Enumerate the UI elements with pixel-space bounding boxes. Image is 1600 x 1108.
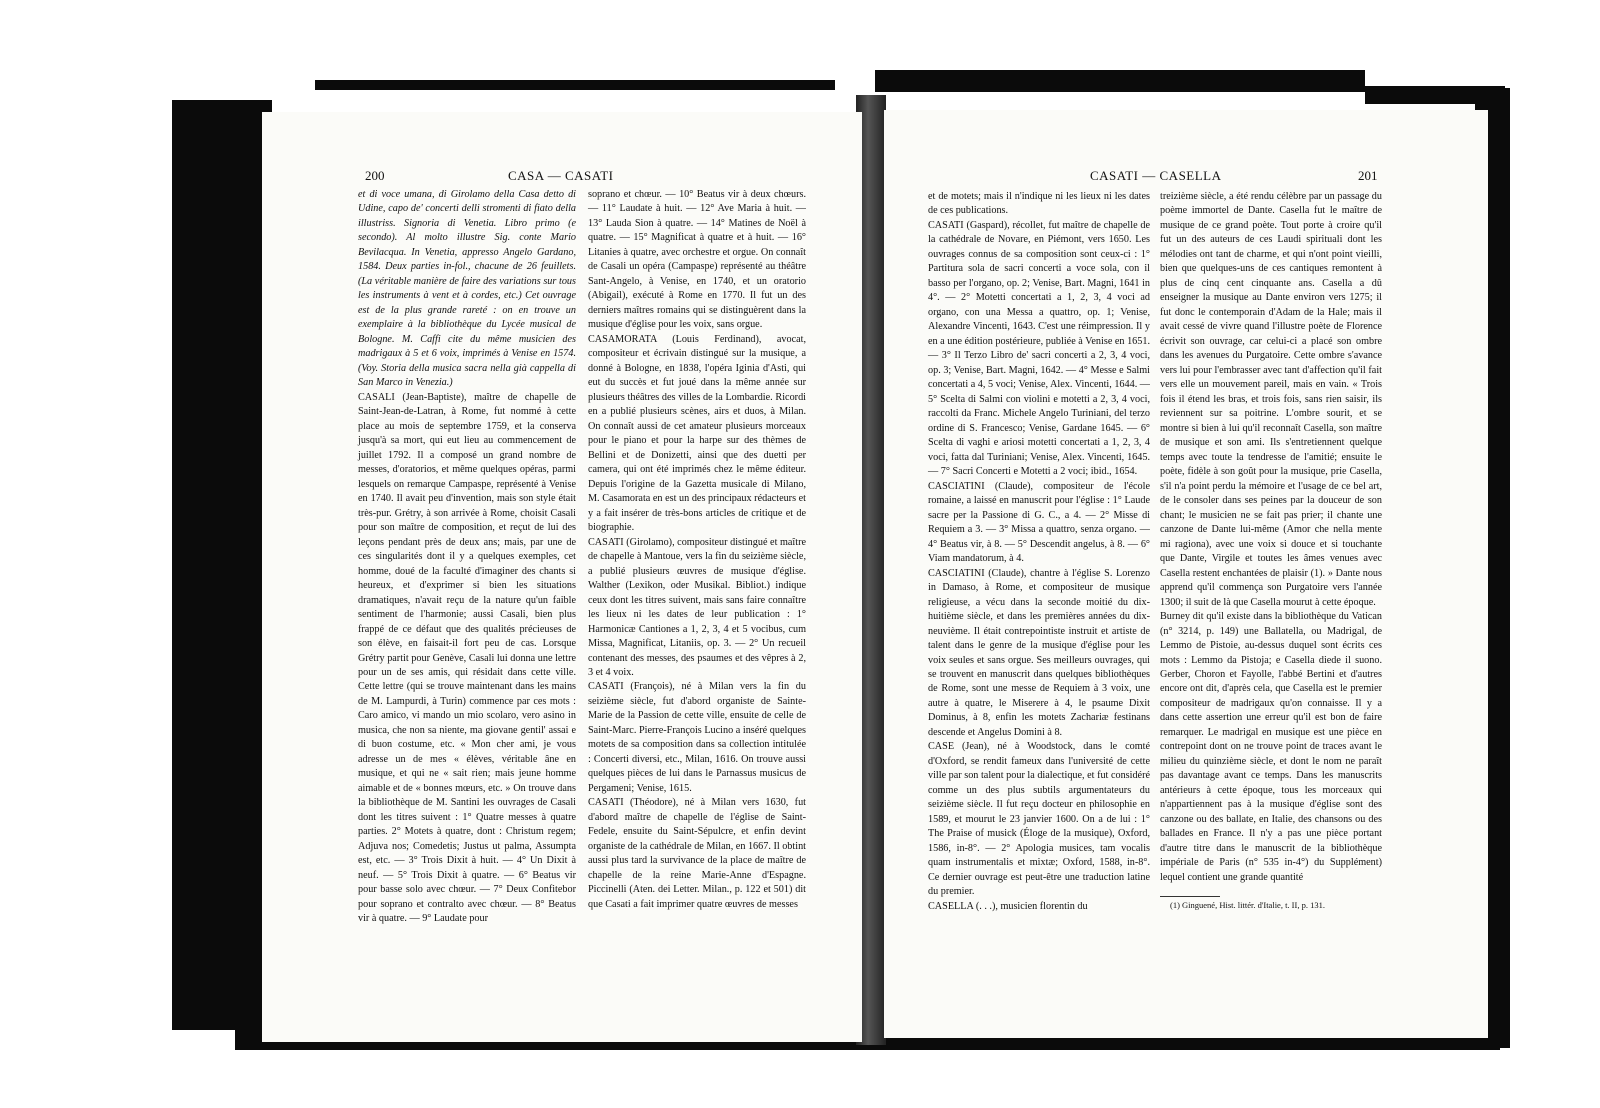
scan-top-edge-right bbox=[875, 70, 1365, 92]
entry-case: CASE (Jean), né à Woodstock, dans le comté d'Oxford, se rendit fameux dans l'université de cette ville par son talent pour la dialectique, et fut considéré comme un des plus subtils argumentateurs du seizième siècle. Il fut reçu docteur en philosophie en 1589, et mourut le 23 janvier 1600. On a de lui : 1° The Praise of musick (Éloge de la musique), Oxford, 1586, in-8°. — 2° Apologia musices, tam vocalis quam instrumentalis et mixtæ; Oxford, 1588, in-8°. Ce dernier ouvrage est peut-être une traduction latine du premier. bbox=[928, 741, 1150, 898]
entry-casciatini-1: CASCIATINI (Claude), compositeur de l'école romaine, a laissé en manuscrit pour l'église : 1° Laude sacre per la Passione di G. C., a 4. — 2° Misse di Requiem a 3. — 3° Missa a quattro, senza organo. — 4° Beatus vir, à 8. — 5° Descendit angelus, à 8. — 6° Viam mandatorum, à 4. bbox=[928, 480, 1150, 565]
scan-top-edge-left bbox=[315, 80, 835, 90]
footnote: (1) Ginguené, Hist. littér. d'Italie, t. II, p. 131. bbox=[1170, 900, 1325, 910]
entry-casali: CASALI (Jean-Baptiste), maître de chapelle de Saint-Jean-de-Latran, à Rome, fut nommé à cette place au mois de septembre 1759, et la conserva jusqu'à sa mort, qui eut lieu au commencement de juillet 1792. Il a composé un grand nombre de messes, d'oratorios, et même quelques opéras, parmi lesquels on remarque Campaspe, représenté à Venise en 1740. Il avait peu d'invention, mais son style était très-pur. Grétry, à son arrivée à Rome, choisit Casali pour son maître de composition, et reçut de lui des leçons pendant près de deux ans; mais, par une de ces singularités dont il y a quelques exemples, cet homme, doué de la faculté d'imaginer des chants si heureux, et d'exprimer si bien les situations dramatiques, n'avait reçu de la nature qu'un faible sentiment de l'harmonie; aussi Casali, bien plus frappé de ce défaut que des qualités précieuses de son élève, en faisait-il fort peu de cas. Lorsque Grétry partit pour Genève, Casali lui donna une lettre pour un de ses amis, qui résidait dans cette ville. Cette lettre (qui se trouve maintenant dans les mains de M. Lampurdi, à Turin) commence par ces mots : Caro amico, vi mando un mio scolaro, vero asino in musica, che non sa niente, ma giovane gentil' assai e di buon costume, etc. « Mon cher ami, je vous adresse un de mes « élèves, véritable âne en musique, et qui ne « sait rien; mais jeune homme aimable et de « bonnes mœurs, etc. » On trouve dans la bibliothèque de M. Santini les ouvrages de Casali dont les titres suivent : 1° Quatre messes à quatre parties. 2° Motets à quatre, dont : Christum regem; Adjuva nos; Comedetis; Justus ut palma, Assumpta est, etc. — 3° Trois Dixit à huit. — 4° Un Dixit à neuf. — 5° Trois Dixit à quatre. — 6° Beatus vir pour basse solo avec chœur. — 7° Deux Confitebor pour soprano et contralto avec chœur. — 8° Beatus vir à quatre. — 9° Laudate pour bbox=[358, 391, 576, 925]
entry-casati-girolamo: CASATI (Girolamo), compositeur distingué et maître de chapelle à Mantoue, vers la fin du seizième siècle, a publié plusieurs œuvres de musique d'église. Walther (Lexikon, oder Musikal. Bibliot.) indique ceux dont les titres suivent, mais sans faire connaître les lieux ni les dates de leur publication : 1° Harmonicæ Cantiones a 1, 2, 3, 4 et 5 vocibus, cum Missa, Magnificat, Litaniis, op. 3. — 2° Un recueil contenant des messes, des psaumes et des vêpres à 2, 3 et 4 voix. bbox=[588, 536, 806, 678]
left-running-head: CASA — CASATI bbox=[508, 168, 614, 183]
right-running-head: CASATI — CASELLA bbox=[1090, 168, 1222, 183]
entry-casella: CASELLA (. . .), musicien florentin du bbox=[928, 900, 1088, 912]
left-column-1 bbox=[358, 188, 576, 927]
entry-casati-theodore-cont: et de motets; mais il n'indique ni les lieux ni les dates de ces publications. bbox=[928, 191, 1150, 217]
entry-casamorata: CASAMORATA (Louis Ferdinand), avocat, compositeur et écrivain distingué sur la musique, a donné à Bologne, en 1838, l'opéra Iginia d'Asti, qui eut du succès et fut joué dans la même année sur plusieurs théâtres des villes de la Lombardie. Ricordi en a publié plusieurs scènes, airs et duos, à Milan. On connaît aussi de cet amateur plusieurs morceaux pour le piano et pour la harpe sur des thèmes de Bellini et de Donizetti, ainsi que des duetti per camera, qui ont été imprimés chez le même éditeur. Depuis l'origine de la Gazetta musicale di Milano, M. Casamorata en est un des principaux rédacteurs et y a fait insérer de très-bons articles de critique et de biographie. bbox=[588, 333, 806, 534]
scan-top-right-block bbox=[1365, 86, 1505, 104]
left-page-number: 200 bbox=[365, 168, 385, 183]
entry-casciatini-2: CASCIATINI (Claude), chantre à l'église S. Lorenzo in Damaso, à Rome, et compositeur de musique religieuse, a vécu dans la seconde moitié du dix-huitième siècle, et dans les premières années du dix-neuvième. Il était contrepointiste instruit et artiste de talent dans le genre de la musique d'église pour les voix seules et sans orgue. Ses meilleurs ouvrages, qui se trouvent en manuscrit dans quelques bibliothèques de Rome, sont une messe de Requiem à 3 voix, une autre à quatre, le Miserere à 4, le psaume Dixit Dominus, à 8, enfin les motets Zachariæ festinans descende et Angelus Domini à 8. bbox=[928, 567, 1150, 738]
right-page-number: 201 bbox=[1358, 168, 1378, 183]
footnote-rule bbox=[1160, 896, 1220, 897]
entry-casa-cont: et di voce umana, di Girolamo della Casa detto di Udine, capo de' concerti delli stromenti di fiato della illustriss. Signoria di Venetia. Libro primo (e secondo). Al molto illustre Sig. conte Mario Bevilacqua. In Venetia, appresso Angelo Gardano, 1584. Deux parties in-fol., chacune de 26 feuillets. (La véritable manière de faire des variations sur tous les instruments à vent et à cordes, etc.) Cet ouvrage est de la plus grande rareté : on en trouve un exemplaire à la bibliothèque du Lycée musical de Bologne. M. Caffi cite du même musicien des madrigaux à 5 et 6 voix, imprimés à Venise en 1574. (Voy. Storia della musica sacra nella già cappella di San Marco in Venezia.) bbox=[358, 189, 576, 389]
entry-casella-cont: treizième siècle, a été rendu célèbre par un passage du poème immortel de Dante. Casella fut le maître de musique de ce grand poète. Tout porte à croire qu'il fut un des auteurs de ces Laudi spirituali dont les mélodies ont tant de charme, et qui n'ont point vieilli, bien que quelques-uns de ces cantiques remontent à plus de cinq cent cinquante ans. Casella a dû enseigner la musique au Dante environ vers 1275; il fut donc le contemporain d'Adam de la Hale; mais il avait cessé de vivre quand l'illustre poète de Florence écrivit son ouvrage, car celui-ci a placé son ombre dans les avenues du Purgatoire. Cette ombre s'avance vers lui pour l'embrasser avec tant d'affection qu'il fait vers elle un mouvement pareil, mais en vain. « Trois fois il étend les bras, et trois fois, sans rien saisir, ils reviennent sur sa poitrine. L'ombre sourit, et se montre si bien à lui qu'il reconnaît Casella, son maître de musique et son ami. Ils s'entretiennent quelque temps avec toute la tendresse de l'amitié; ensuite le poète, fidèle à son goût pour la musique, prie Casella, s'il n'a point perdu la mémoire et l'usage de ce bel art, de le consoler dans ses peines par la douceur de son chant; le musicien ne se fait pas prier; il chante une canzone de Dante lui-même (Amor che nella mente mi ragiona), avec une voix si douce et si touchante que Dante, Virgile et toutes les âmes venues avec Casella restent enchantées de plaisir (1). » Dante nous apprend qu'il commença son Purgatoire vers l'année 1300; il suit de là que Casella mourut à cette époque. bbox=[1160, 191, 1382, 608]
entry-casati-gaspard: CASATI (Gaspard), récollet, fut maître de chapelle de la cathédrale de Novare, en Piémont, vers 1650. Les ouvrages connus de sa composition sont ceux-ci : 1° Partitura sola de sacri concerti a voce sola, con il basso per l'organo, op. 2; Venise, Bart. Magni, 1641 in 4°. — 2° Motetti concertati a 1, 2, 3, 4 voci ad organo, con una Messa a quattro, op. 1; Venise, Alexandre Vincenti, 1643. C'est une réimpression. Il y en a une édition postérieure, publiée à Venise en 1651. — 3° Il Terzo Libro de' sacri concerti a 2, 3, 4 voci, op. 3; Venise, Bart. Magni, 1642. — 4° Messe e Salmi concertati a 4, 5 voci; Venise, Alex. Vincenti, 1644. — 5° Scelta di Salmi con violini e motetti a 2, 3, 4 voci, raccolti da Franc. Michele Angelo Turiniani, del terzo ordine di S. Francesco; Venise, Gardane 1645. — 6° Scelta di vaghi e ariosi motetti concertati a 1, 2, 3, 4 voci, fatta dal Turiniani; Venise, Alex. Vincenti, 1645. — 7° Sacri Concerti e Motetti a 2 voci; ibid., 1654. bbox=[928, 219, 1150, 478]
scan-shadow-left bbox=[172, 100, 272, 1030]
right-column-1 bbox=[928, 190, 1150, 914]
left-column-2 bbox=[588, 188, 806, 912]
right-column-2 bbox=[1160, 190, 1382, 885]
entry-casali-cont: soprano et chœur. — 10° Beatus vir à deux chœurs. — 11° Laudate à huit. — 12° Ave Maria à huit. — 13° Lauda Sion à quatre. — 14° Matines de Noël à quatre. — 15° Magnificat à quatre et à huit. — 16° Litanies à quatre, avec orchestre et orgue. On connaît de Casali un opéra (Campaspe) représenté au théâtre Sant-Angelo, à Venise, en 1740, et un oratorio (Abigail), exécuté à Rome en 1770. Il fut un des derniers maîtres romains qui se distinguèrent dans la musique d'église pour les voix, sans orgue. bbox=[588, 189, 806, 331]
entry-casella-madrigal: Burney dit qu'il existe dans la bibliothèque du Vatican (n° 3214, p. 149) une Ballatella, ou Madrigal, de Lemmo de Pistoie, au-dessus duquel sont écrits ces mots : Lemmo da Pistoja; e Casella diede il suono. Gerber, Choron et Fayolle, l'abbé Bertini et d'autres encore ont dit, d'après cela, que Casella est le premier compositeur de madrigaux qu'on connaisse. Il y a dans cette assertion une erreur qu'il est bon de faire remarquer. Le madrigal en musique est une pièce en contrepoint dont on ne trouve point de traces avant le milieu du quinzième siècle, et dont le nom ne paraît pas davantage avant ce temps. Dans les manuscrits antérieurs à cette époque, tous les morceaux qui n'appartiennent pas à la musique d'église sont des canzone ou des ballate, en Italie, des chansons ou des ballades en France. Il n'y a pas une pièce portant d'autre titre dans le manuscrit de la bibliothèque impériale de Paris (n° 535 in-4°) du Supplément) lequel contient une grande quantité bbox=[1160, 611, 1382, 883]
entry-casati-francois: CASATI (François), né à Milan vers la fin du seizième siècle, fut d'abord organiste de Sainte-Marie de la Passion de cette ville, ensuite de celle de Saint-Marc. Pierre-François Lucino a inséré quelques motets de sa composition dans sa collection intitulée : Concerti diversi, etc., Milan, 1616. On trouve aussi quelques pièces de lui dans le Parnassus musicus de Pergameni; Venise, 1615. bbox=[588, 681, 806, 794]
entry-casati-theodore: CASATI (Théodore), né à Milan vers 1630, fut d'abord maître de chapelle de l'église de Saint-Fedele, ensuite du Saint-Sépulcre, et enfin devint organiste de la cathédrale de Milan, en 1667. Il obtint aussi plus tard la survivance de la place de maître de chapelle de la reine Marie-Anne d'Espagne. Piccinelli (Aten. dei Letter. Milan., p. 122 et 501) dit que Casati a fait imprimer quatre œuvres de messes bbox=[588, 797, 806, 910]
